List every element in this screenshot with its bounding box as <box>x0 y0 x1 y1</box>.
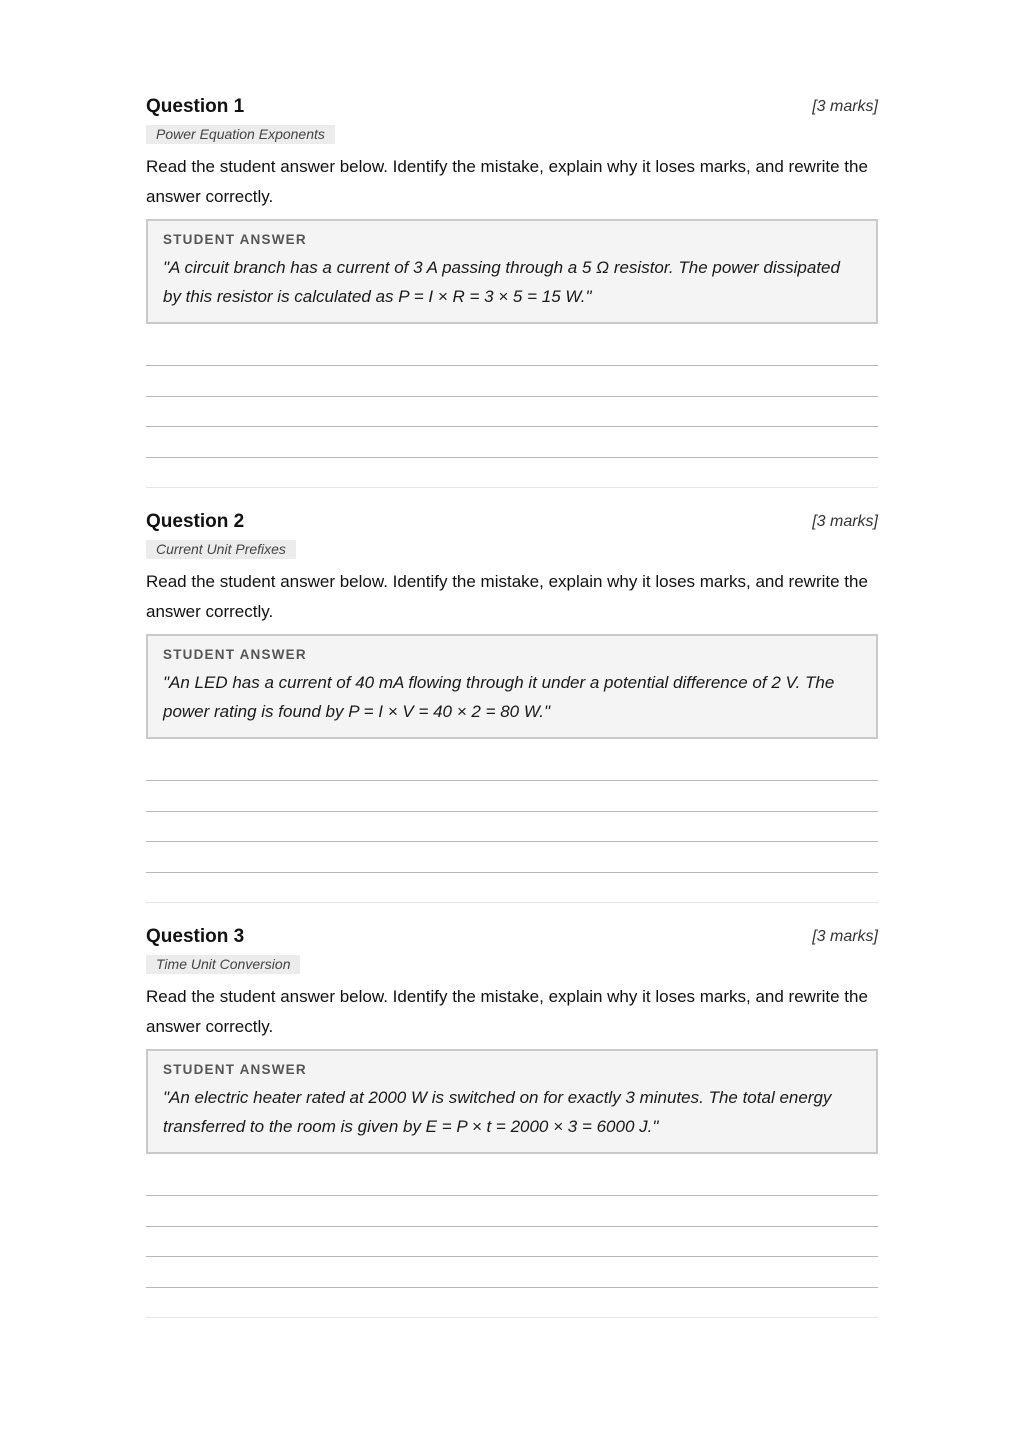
writing-line[interactable] <box>146 1256 878 1257</box>
question-title: Question 3 <box>146 926 245 947</box>
question-divider <box>146 902 878 903</box>
question-block <box>146 509 878 924</box>
question-block <box>146 94 878 509</box>
writing-line[interactable] <box>146 365 878 366</box>
question-marks: [3 marks] <box>812 513 878 530</box>
writing-line[interactable] <box>146 457 878 458</box>
topic-tag: Current Unit Prefixes <box>146 540 296 559</box>
student-answer-text: "An LED has a current of 40 mA flowing through it under a potential difference of 2 V. The power rating is found by P = I × V = 40 × 2 = 80 W." <box>163 673 835 721</box>
question-divider <box>146 487 878 488</box>
question-title: Question 2 <box>146 511 245 532</box>
writing-line[interactable] <box>146 1226 878 1227</box>
writing-line[interactable] <box>146 811 878 812</box>
student-answer-box <box>146 219 878 324</box>
student-answer-label: STUDENT ANSWER <box>163 1062 307 1077</box>
question-instruction: Read the student answer below. Identify the mistake, explain why it loses marks, and rewrite the answer correctly. <box>146 572 868 621</box>
question-marks: [3 marks] <box>812 928 878 945</box>
answer-writing-lines[interactable] <box>146 365 878 487</box>
writing-line[interactable] <box>146 841 878 842</box>
topic-tag: Time Unit Conversion <box>146 955 300 974</box>
student-answer-text: "A circuit branch has a current of 3 A passing through a 5 Ω resistor. The power dissipated by this resistor is calculated as P = I × R = 3 × 5 = 15 W." <box>163 258 840 306</box>
answer-writing-lines[interactable] <box>146 1195 878 1317</box>
question-header <box>146 94 878 122</box>
writing-line[interactable] <box>146 780 878 781</box>
question-header <box>146 509 878 537</box>
student-answer-label: STUDENT ANSWER <box>163 232 307 247</box>
student-answer-label: STUDENT ANSWER <box>163 647 307 662</box>
question-instruction: Read the student answer below. Identify the mistake, explain why it loses marks, and rewrite the answer correctly. <box>146 157 868 206</box>
writing-line[interactable] <box>146 872 878 873</box>
question-marks: [3 marks] <box>812 98 878 115</box>
answer-writing-lines[interactable] <box>146 780 878 902</box>
writing-line[interactable] <box>146 1195 878 1196</box>
question-instruction: Read the student answer below. Identify the mistake, explain why it loses marks, and rewrite the answer correctly. <box>146 987 868 1036</box>
topic-tag: Power Equation Exponents <box>146 125 335 144</box>
student-answer-text: "An electric heater rated at 2000 W is switched on for exactly 3 minutes. The total energy transferred to the room is given by E = P × t = 2000 × 3 = 6000 J." <box>163 1088 832 1136</box>
writing-line[interactable] <box>146 396 878 397</box>
question-block <box>146 924 878 1339</box>
question-title: Question 1 <box>146 96 245 117</box>
student-answer-box <box>146 1049 878 1154</box>
question-header <box>146 924 878 952</box>
worksheet <box>146 94 878 1339</box>
student-answer-box <box>146 634 878 739</box>
writing-line[interactable] <box>146 426 878 427</box>
question-divider <box>146 1317 878 1318</box>
writing-line[interactable] <box>146 1287 878 1288</box>
